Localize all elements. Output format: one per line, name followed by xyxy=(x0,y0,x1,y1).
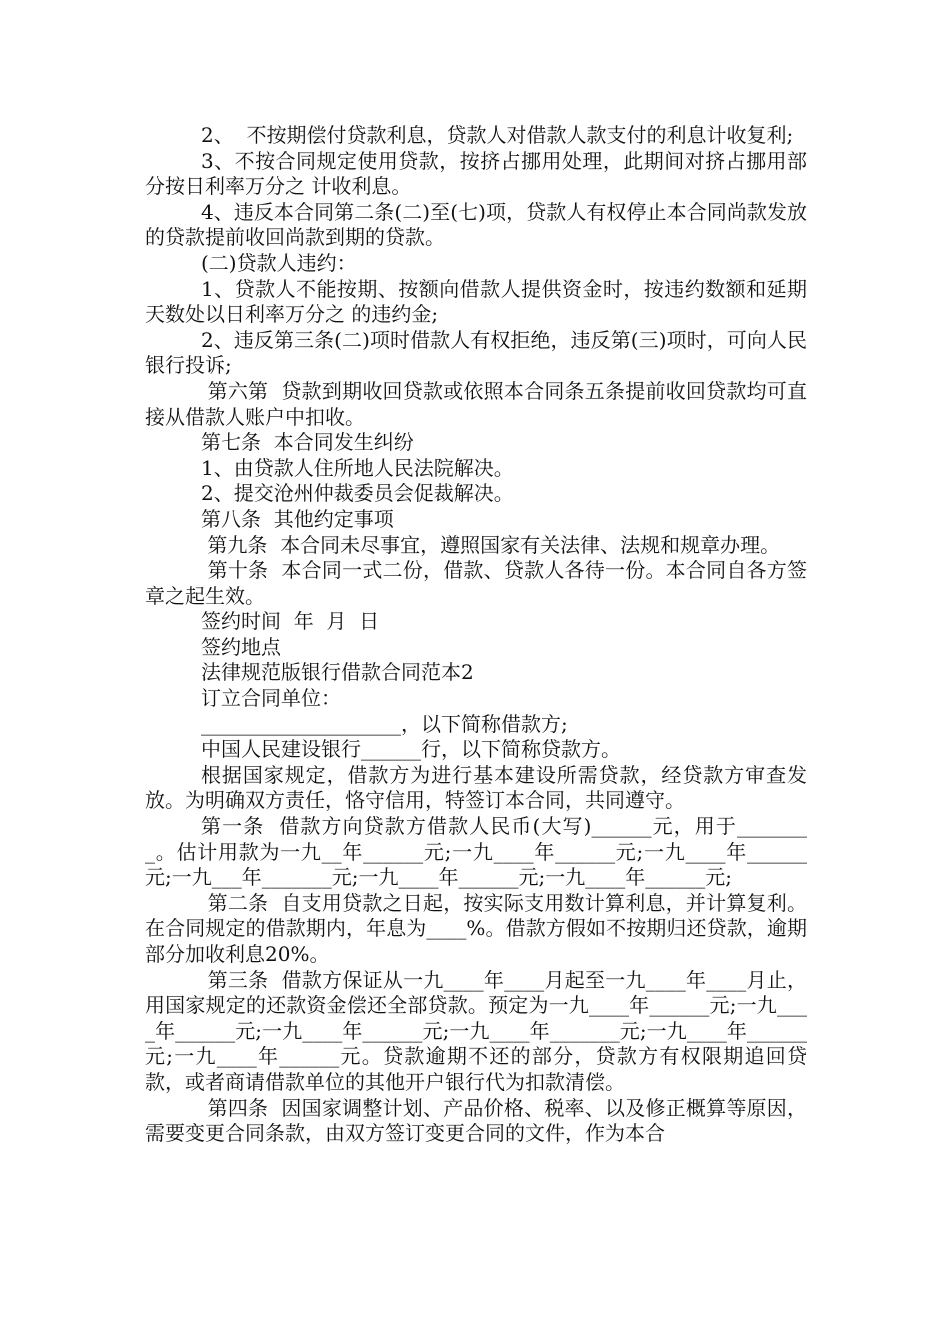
paragraph-lender-breach-2: 2、违反第三条(二)项时借款人有权拒绝，违反第(三)项时，可向人民银行投诉; xyxy=(145,327,807,378)
paragraph-article-3: 第三条 借款方保证从一九____年____月起至一九____年____月止，用国家规定的还款资金偿还全部贷款。预定为一九____年______元;一九____年______元;一九____年______元;一九____年_______元;一九____年______元;一九____年______元。贷款逾期不还的部分，贷款方有权限期追回贷款，或者商请借款单位的其他开户银行代为扣款清偿。 xyxy=(145,967,808,1094)
paragraph-lender-breach-1: 1、贷款人不能按期、按额向借款人提供资金时，按违约数额和延期天数处以日利率万分之 的违约金; xyxy=(145,276,807,327)
paragraph-misuse: 3、不按合同规定使用贷款，按挤占挪用处理，此期间对挤占挪用部分按日利率万分之 计收利息。 xyxy=(145,148,807,199)
paragraph-stop-lending: 4、违反本合同第二条(二)至(七)项，贷款人有权停止本合同尚款发放的贷款提前收回尚款到期的贷款。 xyxy=(145,199,807,250)
paragraph-article-7: 第七条 本合同发生纠纷 xyxy=(201,430,414,455)
paragraph-preamble: 根据国家规定，借款方为进行基本建设所需贷款，经贷款方审查发放。为明确双方责任，恪守信用，特签订本合同，共同遵守。 xyxy=(145,762,807,813)
paragraph-borrower: ____________________，以下简称借款方; xyxy=(201,711,568,736)
paragraph-late-interest: 2、 不按期偿付贷款利息，贷款人对借款人款支付的利息计收复利; xyxy=(201,123,794,147)
paragraph-template-title: 法律规范版银行借款合同范本2 xyxy=(201,660,474,685)
paragraph-article-6: 第六第 贷款到期收回贷款或依照本合同条五条提前收回贷款均可直接从借款人账户中扣收。 xyxy=(145,378,808,429)
paragraph-lender-breach-heading: (二)贷款人违约： xyxy=(201,250,357,275)
paragraph-article-4: 第四条 因国家调整计划、产品价格、税率、以及修正概算等原因，需要变更合同条款，由双方签订变更合同的文件，作为本合 xyxy=(145,1095,808,1146)
paragraph-article-1: 第一条 借款方向贷款方借款人民币(大写)______元，用于________。估计用款为一九__年______元;一九____年______元;一九____年______元;一九___年_______元;一九____年______元;一九____年______元; xyxy=(145,814,807,890)
paragraph-lender: 中国人民建设银行______行，以下简称贷款方。 xyxy=(201,737,621,762)
paragraph-article-10: 第十条 本合同一式二份，借款、贷款人各待一份。本合同自各方签章之起生效。 xyxy=(145,558,808,608)
paragraph-sign-date: 签约时间 年 月 日 xyxy=(201,609,380,634)
contract-text xyxy=(145,123,807,1147)
paragraph-article-8: 第八条 其他约定事项 xyxy=(201,506,394,531)
paragraph-article-7-item-2: 2、提交沧州仲裁委员会促裁解决。 xyxy=(201,481,514,506)
paragraph-parties: 订立合同单位： xyxy=(201,686,341,711)
paragraph-article-7-item-1: 1、由贷款人住所地人民法院解决。 xyxy=(201,455,514,480)
paragraph-sign-place: 签约地点 xyxy=(201,634,281,659)
paragraph-article-9: 第九条 本合同未尽事宜，遵照国家有关法律、法规和规章办理。 xyxy=(201,532,781,557)
paragraph-article-2: 第二条 自支用贷款之日起，按实际支用数计算利息，并计算复利。在合同规定的借款期内，年息为____%。借款方假如不按期归还贷款，逾期部分加收利息20%。 xyxy=(145,890,808,966)
